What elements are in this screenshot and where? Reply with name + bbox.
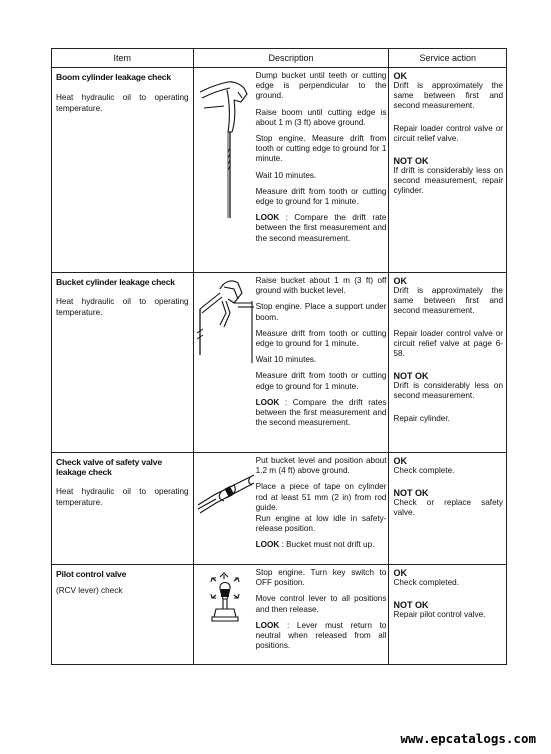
description-step: Place a piece of tape on cylinder rod at least 51 mm (2 in) from rod guide. <box>255 482 387 512</box>
description-step: Stop engine. Measure drift from tooth or cutting edge to ground for 1 minute. <box>255 134 387 164</box>
ok-label: OK <box>393 568 407 578</box>
header-description: Description <box>193 49 389 68</box>
bucket-teeth-perpendicular-icon <box>194 68 256 218</box>
item-note: Heat hydraulic oil to operating temperature. <box>56 297 189 317</box>
description-step: Wait 10 minutes. <box>255 170 317 180</box>
cylinder-rod-tape-icon <box>194 453 256 543</box>
item-title: Bucket cylinder leakage check <box>56 277 175 287</box>
look-text: : Compare the drift rate between the first measurement and the second measurement. <box>255 213 387 243</box>
header-service-action: Service action <box>389 49 507 68</box>
header-item: Item <box>52 49 194 68</box>
item-title: Boom cylinder leakage check <box>56 72 171 82</box>
description-step: Run engine at low idle in safety-release position. <box>255 514 387 534</box>
action-cell <box>389 273 507 453</box>
description-step: Raise bucket about 1 m (3 ft) off ground with bucket level. <box>255 276 387 296</box>
look-label: LOOK <box>255 540 280 550</box>
item-title: Check valve of safety valve leakage check <box>56 457 162 477</box>
action-cell <box>389 565 507 665</box>
watermark: www.epcatalogs.com <box>400 731 536 746</box>
not-ok-label: NOT OK <box>393 600 429 611</box>
service-table <box>51 48 507 665</box>
item-title: Pilot control valve <box>56 569 127 579</box>
description-step: Wait 10 minutes. <box>255 355 317 365</box>
not-ok-label: NOT OK <box>393 488 429 499</box>
look-label: LOOK <box>255 397 280 407</box>
description-step: Put bucket level and position about 1.2 m (4 ft) above ground. <box>255 456 387 476</box>
not-ok-label: NOT OK <box>393 371 429 382</box>
look-label: LOOK <box>255 213 280 223</box>
table-row <box>52 68 507 273</box>
look-text: : Bucket must not drift up. <box>279 540 375 550</box>
description-cell <box>193 453 389 565</box>
table-row <box>52 565 507 665</box>
item-note: Heat hydraulic oil to operating temperature. <box>56 487 189 507</box>
look-note <box>256 398 387 429</box>
not-ok-text: Repair cylinder. <box>393 413 450 423</box>
description-step: Dump bucket until teeth or cutting edge is perpendicular to the ground. <box>255 71 387 101</box>
description-step: Stop engine. Turn key switch to OFF position. <box>255 568 387 588</box>
ok-text: Drift is approximately the same between first and second measurement. <box>393 81 503 111</box>
look-note <box>256 621 387 652</box>
description-step: Measure drift from tooth or cutting edge to ground for 1 minute. <box>255 328 387 349</box>
description-cell <box>193 273 389 453</box>
description-step: Measure drift from tooth or cutting edge to ground for 1 minute. <box>255 371 387 391</box>
item-cell <box>52 453 194 565</box>
look-label: LOOK <box>255 620 280 630</box>
description-cell <box>193 68 389 273</box>
ok-text: Repair loader control valve or circuit relief valve at page 6-58. <box>393 328 503 359</box>
look-note <box>256 213 387 244</box>
table-row <box>52 453 507 565</box>
item-note: (RCV lever) check <box>56 586 123 595</box>
not-ok-text: Check or replace safety valve. <box>393 498 503 518</box>
description-step: Raise boom until cutting edge is about 1 m (3 ft) above ground. <box>255 107 387 127</box>
ok-label: OK <box>393 71 407 81</box>
item-cell <box>52 565 194 665</box>
look-text: : Lever must return to neutral when released from all positions. <box>255 620 387 651</box>
description-step: Measure drift from tooth or cutting edge to ground for 1 minute. <box>255 186 387 207</box>
ok-text: Drift is approximately the same between first and second measurement. <box>393 286 503 316</box>
joystick-lever-icon <box>194 565 256 655</box>
table-row <box>52 273 507 453</box>
not-ok-text: Repair pilot control valve. <box>393 610 486 620</box>
item-note: Heat hydraulic oil to operating temperature. <box>56 93 189 113</box>
not-ok-text: If drift is considerably less on second measurement, repair cylinder. <box>393 166 503 196</box>
ok-label: OK <box>393 276 407 286</box>
ok-text: Check complete. <box>393 466 455 475</box>
look-text: : Compare the drift rates between the first measurement and the second measurement. <box>255 397 387 428</box>
description-step: Move control lever to all positions and then release. <box>255 594 387 614</box>
item-cell <box>52 273 194 453</box>
action-cell <box>389 68 507 273</box>
table-header-row <box>52 49 507 68</box>
bucket-raised-level-icon <box>194 273 256 363</box>
not-ok-text: Drift is considerably less on second measurement. <box>393 381 503 401</box>
ok-text: Repair loader control valve or circuit relief valve. <box>393 123 503 143</box>
action-cell <box>389 453 507 565</box>
not-ok-label: NOT OK <box>393 156 429 167</box>
item-cell <box>52 68 194 273</box>
description-step: Stop engine. Place a support under boom. <box>255 302 387 322</box>
ok-label: OK <box>393 456 407 466</box>
look-note <box>256 540 387 550</box>
description-cell <box>193 565 389 665</box>
ok-text: Check completed. <box>393 578 460 587</box>
